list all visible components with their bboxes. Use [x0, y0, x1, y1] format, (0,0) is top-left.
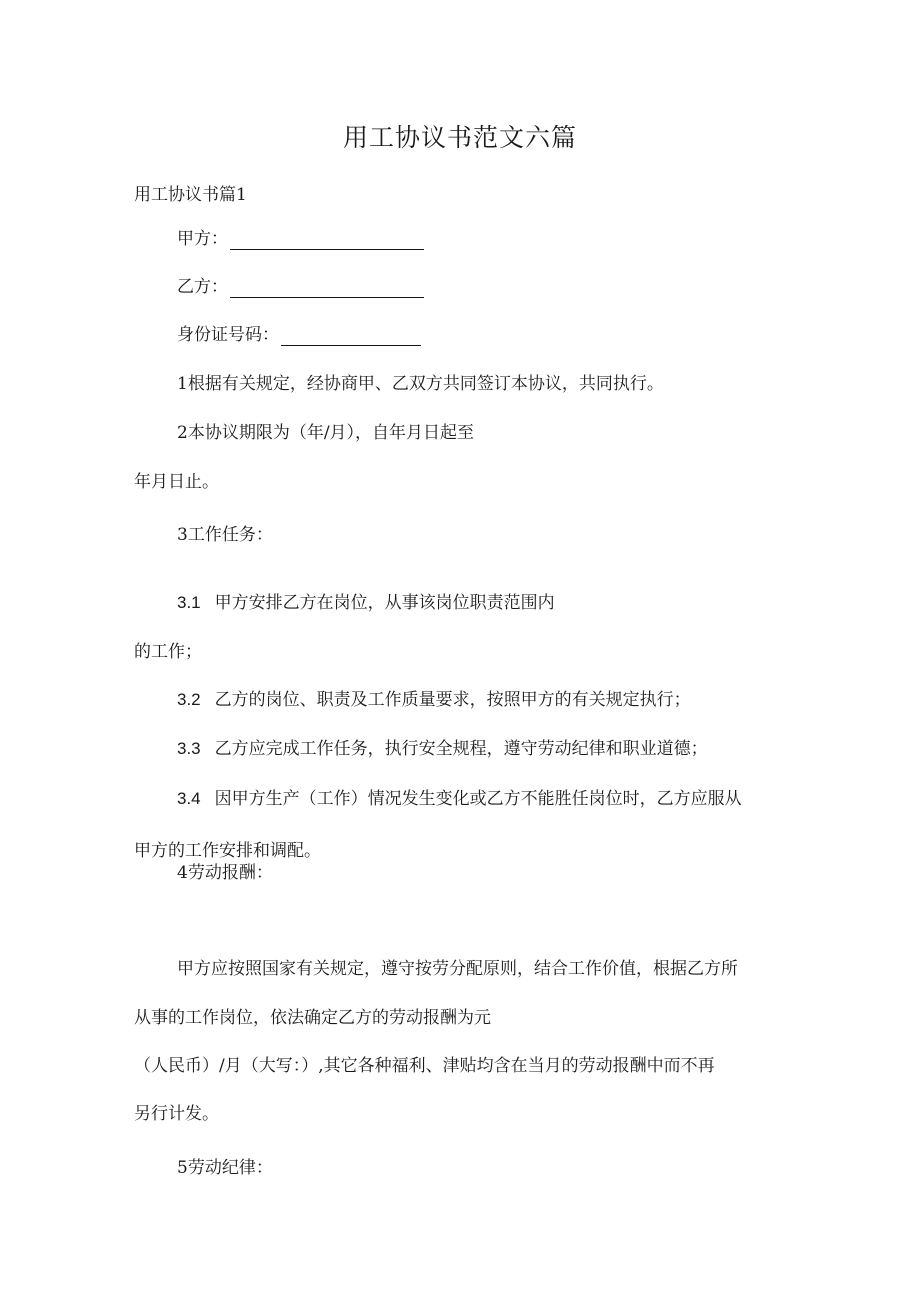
clause-3-1-text: 甲方安排乙方在岗位，从事该岗位职责范围内: [214, 593, 555, 613]
clause-5-heading: 5劳动纪律：: [177, 1158, 273, 1178]
clause-3-1-line-2: 的工作；: [134, 642, 202, 662]
party-a-label: 甲方：: [177, 229, 228, 249]
clause-3-1-line-1: [177, 592, 555, 614]
party-b-label: 乙方：: [177, 277, 228, 297]
clause-2-line-2: 年月日止。: [134, 472, 219, 492]
clause-3-heading: 3工作任务：: [177, 525, 273, 545]
clause-3-1-number: 3.1: [177, 593, 201, 612]
clause-3-2-number: 3.2: [177, 690, 201, 709]
clause-3-4-number: 3.4: [177, 789, 201, 808]
clause-3-3-number: 3.3: [177, 739, 201, 758]
clause-2-line-1: 2本协议期限为（年/月），自年月日起至: [177, 423, 475, 443]
clause-3-4-text: 因甲方生产（工作）情况发生变化或乙方不能胜任岗位时，乙方应服从: [214, 789, 742, 809]
clause-1: 1根据有关规定，经协商甲、乙双方共同签订本协议，共同执行。: [177, 374, 664, 394]
clause-3-3-text: 乙方应完成工作任务，执行安全规程，遵守劳动纪律和职业道德；: [214, 739, 708, 759]
clause-4-heading: 4劳动报酬：: [177, 863, 273, 883]
id-number-blank: [281, 328, 421, 346]
clause-3-2-text: 乙方的岗位、职责及工作质量要求，按照甲方的有关规定执行；: [214, 690, 691, 710]
id-number-line: [177, 324, 421, 346]
clause-4-line-1: 甲方应按照国家有关规定，遵守按劳分配原则，结合工作价值，根据乙方所: [177, 959, 738, 979]
party-a-line: [177, 228, 424, 250]
party-a-blank: [230, 232, 424, 250]
party-b-line: [177, 276, 424, 298]
party-b-blank: [230, 280, 424, 298]
clause-3-4-line-1: [177, 788, 742, 810]
clause-4-line-4: 另行计发。: [134, 1104, 219, 1124]
clause-4-line-3: （人民币）/月（大写：）,其它各种福利、津贴均含在当月的劳动报酬中而不再: [134, 1056, 715, 1076]
section-heading: 用工协议书篇1: [134, 185, 247, 205]
clause-4-line-2: 从事的工作岗位，依法确定乙方的劳动报酬为元: [134, 1008, 491, 1028]
clause-3-2: [177, 689, 691, 711]
clause-3-4-line-2: 甲方的工作安排和调配。: [134, 841, 321, 861]
document-title: 用工协议书范文六篇: [342, 123, 577, 152]
id-number-label: 身份证号码：: [177, 325, 279, 345]
clause-3-3: [177, 738, 708, 760]
